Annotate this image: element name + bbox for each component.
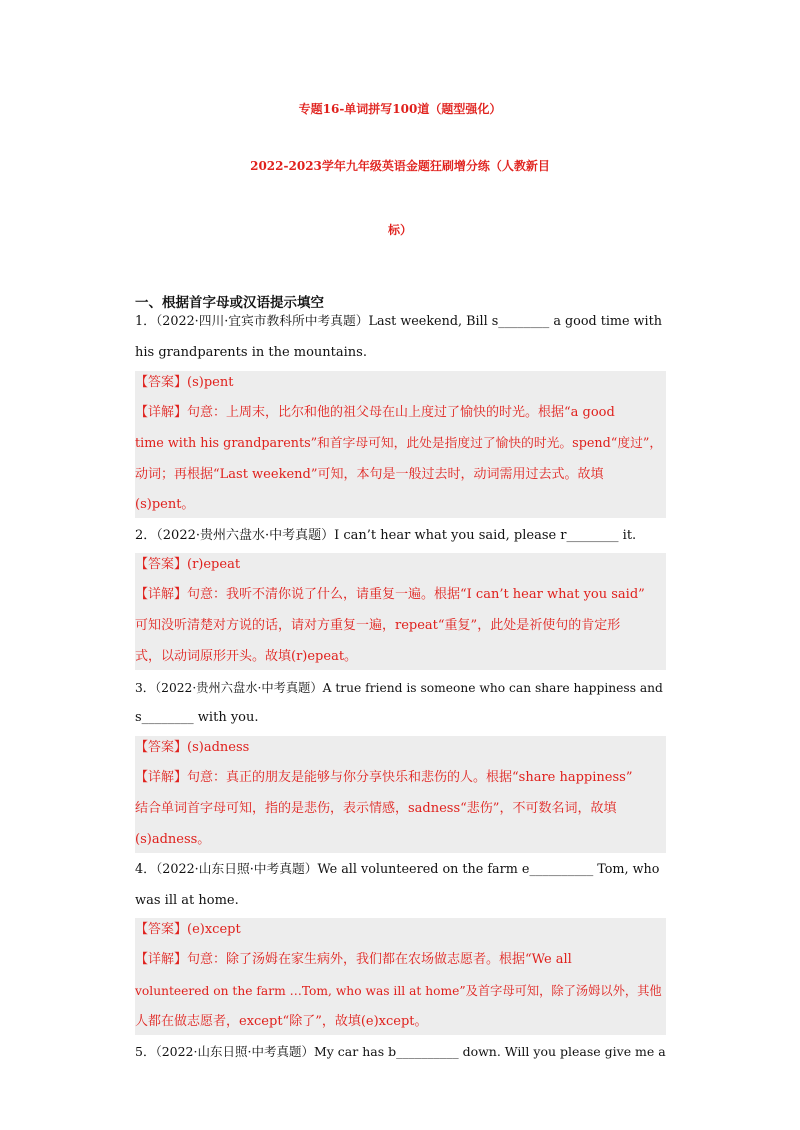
answer-1: 【答案】(s)pent: [135, 375, 234, 390]
detail-1-line-2: time with his grandparents”和首字母可知，此处是指度过了愉快的时光。spend“度过”，: [135, 436, 663, 451]
detail-3-line-3: (s)adness。: [135, 832, 211, 847]
detail-1-line-3: 动词；再根据“Last weekend”可知，本句是一般过去时，动词需用过去式。故填: [135, 467, 604, 482]
detail-3-line-2: 结合单词首字母可知，指的是悲伤，表示情感，sadness“悲伤”，不可数名词，故填: [135, 801, 617, 816]
question-1-line-1: 1．（2022·四川·宜宾市教科所中考真题）Last weekend, Bill s________ a good time with: [135, 314, 662, 329]
answer-2: 【答案】(r)epeat: [135, 557, 241, 572]
question-1-line-2: his grandparents in the mountains.: [135, 345, 367, 360]
answer-4: 【答案】(e)xcept: [135, 922, 241, 937]
section-heading: 一、根据首字母或汉语提示填空: [135, 295, 324, 311]
detail-4-line-3: 人都在做志愿者，except“除了”，故填(e)xcept。: [135, 1014, 428, 1029]
detail-2-line-2: 可知没听清楚对方说的话，请对方重复一遍，repeat“重复”，此处是祈使句的肯定形: [135, 618, 621, 633]
detail-2-line-3: 式，以动词原形开头。故填(r)epeat。: [135, 649, 358, 664]
question-4-line-2: was ill at home.: [135, 893, 239, 908]
detail-4-line-2: volunteered on the farm …Tom, who was ill at home”及首字母可知，除了汤姆以外，其他: [135, 984, 662, 998]
document-title-line-3: 标）: [387, 223, 412, 237]
question-4-line-1: 4．（2022·山东日照·中考真题）We all volunteered on the farm e__________ Tom, who: [135, 862, 660, 877]
answer-3: 【答案】(s)adness: [135, 740, 250, 755]
detail-4-line-1: 【详解】句意：除了汤姆在家生病外，我们都在农场做志愿者。根据“We all: [135, 952, 572, 967]
detail-2-line-1: 【详解】句意：我听不清你说了什么，请重复一遍。根据“I can’t hear what you said”: [135, 587, 645, 602]
document-title-line-1: 专题16-单词拼写100道（题型强化）: [298, 102, 502, 116]
detail-3-line-1: 【详解】句意：真正的朋友是能够与你分享快乐和悲伤的人。根据“share happiness”: [135, 770, 633, 785]
document-title-line-2: 2022-2023学年九年级英语金题狂刷增分练（人教新目: [250, 159, 550, 173]
question-5-line-1: 5．（2022·山东日照·中考真题）My car has b__________ down. Will you please give me a: [135, 1044, 666, 1059]
detail-1-line-4: (s)pent。: [135, 497, 195, 512]
question-2-line-1: 2．（2022·贵州六盘水·中考真题）I can’t hear what you said, please r________ it.: [135, 528, 637, 543]
detail-1-line-1: 【详解】句意：上周末，比尔和他的祖父母在山上度过了愉快的时光。根据“a good: [135, 405, 615, 420]
question-3-line-1: 3．（2022·贵州六盘水·中考真题）A true friend is someone who can share happiness and: [135, 681, 663, 695]
question-3-line-2: s________ with you.: [135, 710, 259, 725]
